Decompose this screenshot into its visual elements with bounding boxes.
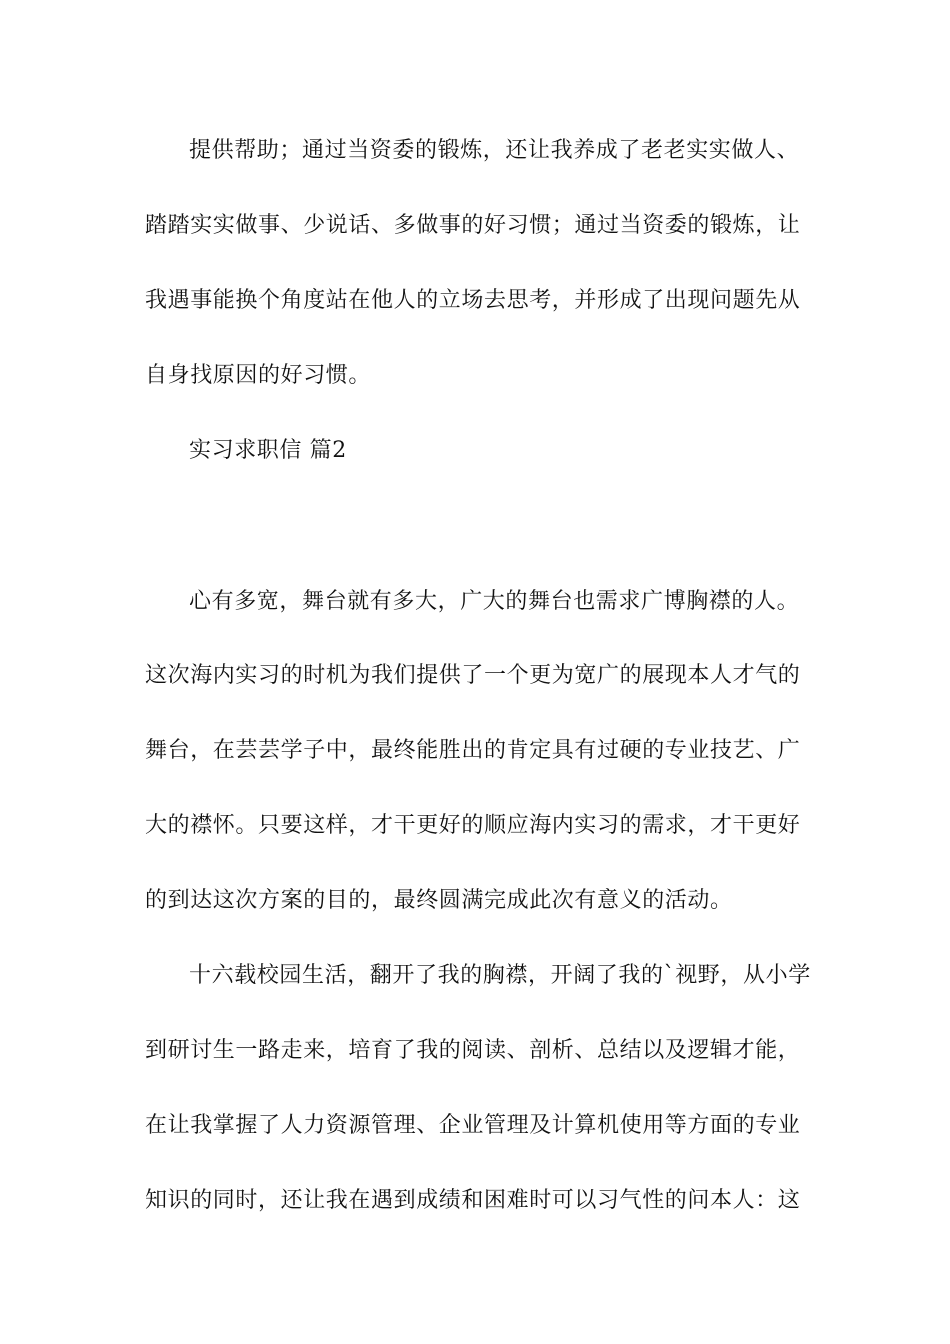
paragraph-3-line-1: 十六载校园生活，翻开了我的胸襟，开阔了我的`视野，从小学: [189, 963, 811, 988]
paragraph-3-line-4: 知识的同时，还让我在遇到成绩和困难时可以习气性的问本人：这: [145, 1188, 801, 1213]
paragraph-3-line-2: 到研讨生一路走来，培育了我的阅读、剖析、总结以及逻辑才能，: [145, 1038, 801, 1063]
paragraph-2-line-1: 心有多宽，舞台就有多大，广大的舞台也需求广博胸襟的人。: [189, 589, 800, 614]
paragraph-2-line-3: 舞台，在芸芸学子中，最终能胜出的肯定具有过硬的专业技艺、广: [145, 738, 801, 763]
paragraph-1-line-3: 我遇事能换个角度站在他人的立场去思考，并形成了出现问题先从: [145, 288, 801, 313]
paragraph-2-line-2: 这次海内实习的时机为我们提供了一个更为宽广的展现本人才气的: [145, 663, 801, 688]
section-heading: 实习求职信 篇2: [189, 438, 347, 463]
paragraph-1-line-1: 提供帮助；通过当资委的锻炼，还让我养成了老老实实做人、: [189, 138, 800, 163]
paragraph-3-line-3: 在让我掌握了人力资源管理、企业管理及计算机使用等方面的专业: [145, 1113, 801, 1138]
paragraph-2-line-5: 的到达这次方案的目的，最终圆满完成此次有意义的活动。: [145, 888, 733, 913]
paragraph-2-line-4: 大的襟怀。只要这样，才干更好的顺应海内实习的需求，才干更好: [145, 813, 801, 838]
paragraph-1-line-4: 自身找原因的好习惯。: [145, 363, 372, 388]
paragraph-1-line-2: 踏踏实实做事、少说话、多做事的好习惯；通过当资委的锻炼，让: [145, 213, 801, 238]
